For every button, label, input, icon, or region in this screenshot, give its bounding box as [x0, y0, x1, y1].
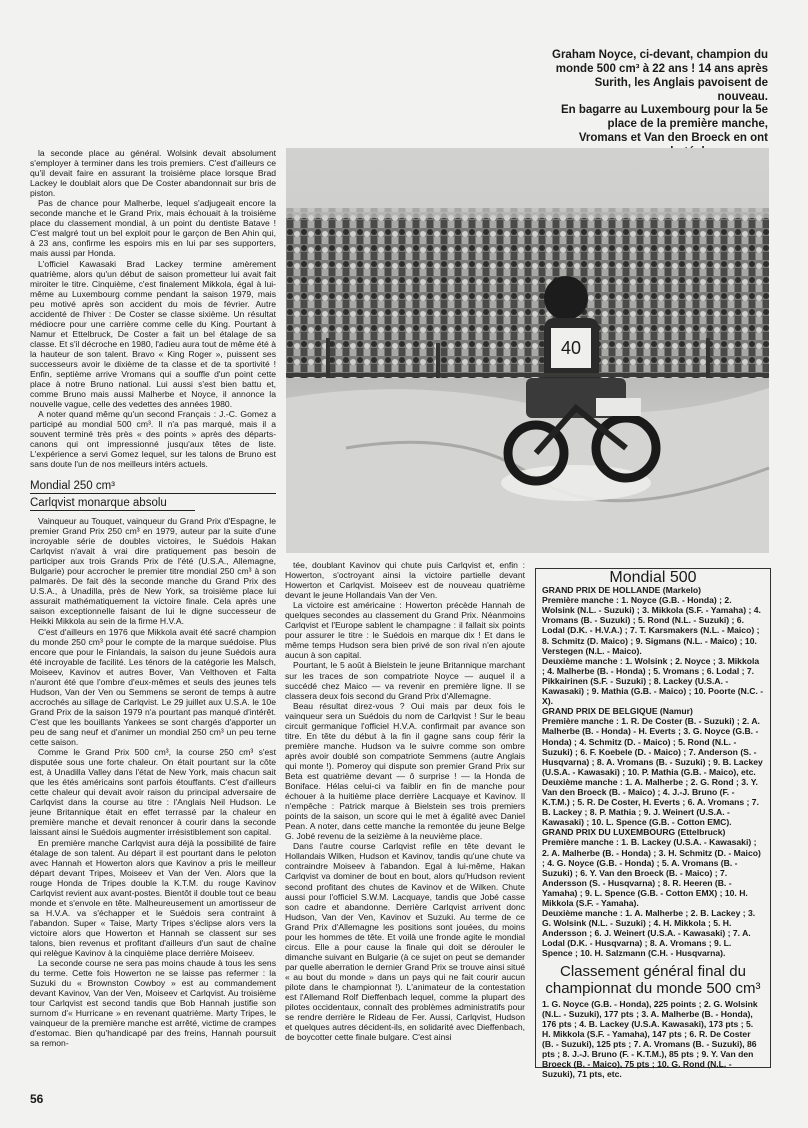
paragraph: L'officiel Kawasaki Brad Lackey termine amèrement quatrième, alors qu'un début de saison prometteur lui avait fait miroiter le titre. Cinquième, c'est finalement Mikkola, égal à lui-même au Luxembourg comme pendant la saison 1979, mais peu motivé après son accident du mois de février. Autre accidenté de l'hiver : De Coster se classe sixième. Un résultat médiocre pour une carrière comme celle du King. Pourtant à Namur et Ettelbruck, De Coster a fait un bel étalage de sa classe. Et s'il décroche en 1980, l'adieu aura tout de même été à la hauteur de son talent. Bravo « King Roger », puissent ses successeurs avoir le dixième de ta classe et de ta sportivité ! Enfin, septième arrive Vromans qui a souffle d'un point cette place à notre Bruno national. Lui aussi s'est bien battu et, comme Bruno mais aussi Malherbe et Noyce, il annonce la nouvelle vague, celle des vedettes des années 1980. — [30, 258, 276, 410]
paragraph: Vainqueur au Touquet, vainqueur du Grand Prix d'Espagne, le premier Grand Prix 250 cm³ en 1979, auteur par la suite d'une incroyable série de doubles victoires, le Suédois Hakan Carlqvist n'avait à vrai dire pratiquement pas besoin de participer aux trois Grands Prix de l'été (U.S.A., Allemagne, Bulgarie) pour accrocher le premier titre mondial 250 cm³ à son palmarès. De fait dès la seconde manche du Grand Prix des U.S.A., à Unadilla, près de New York, sa troisième place lui assurait mathématiquement la victoire finale. Cela après une saison exceptionnelle faisant de lui le digne successeur de Heikki Mikkola au sein de la firme H.V.A. — [30, 516, 276, 627]
section-subtitle: Carlqvist monarque absolu — [30, 497, 195, 511]
paragraph: A noter quand même qu'un second Français : J.-C. Gomez a participé au mondial 500 cm³. Il n'a pas marqué, mais il a souvent terminé très près « des points » après des départs-canons qui ont impressionné jusqu'aux têtes de liste. L'expérience a servi Gomez lequel, sur les talons de Bruno est sans doute l'un de nos meilleurs intérs actuels. — [30, 409, 276, 470]
article-column-middle — [285, 560, 525, 1108]
race-result: Deuxième manche : 1. Wolsink ; 2. Noyce ; 3. Mikkola ; 4. Malherbe (B. - Honda) ; 5. Vromans ; 6. Lodal ; 7. Pikkairinen (S.F. - Suzuki) ; 8. Lackey (U.S.A. - Kawasaki) ; 9. Mathia (G.B. - Maico) ; 10. Poorte (N.C. - X). — [542, 655, 764, 707]
paragraph: La seconde course ne sera pas moins chaude à tous les sens du terme. Cette fois Howerton ne se laisse pas refermer : la Suzuki du « Brownston Cowboy » est au commandement devant Kavinov, Van der Ven, Moiseev et Carlqvist. Au troisième tour Carlqvist est second tandis que Bob Hannah justifie son surnom d'« Hurricane » en revenant quatrième. Marty Tripes, le vainqueur de la première manche est arrêté, victime de crampes d'estomac. Bien qu'handicapé par des freins, Hannah poursuit sa remon- — [30, 958, 276, 1049]
race-result: Première manche : 1. Noyce (G.B. - Honda) ; 2. Wolsink (N.L. - Suzuki) ; 3. Mikkola (S.F. - Yamaha) ; 4. Vromans (B. - Suzuki) ; 5. Rond (N.L. - Suzuki) ; 6. Lodal (D.K. - H.V.A.) ; 7. T. Karsmakers (N.L. - Maico) ; 8. Schmitz (D. Maico) ; 9. Sigmans (N.L. - Maico) ; 10. Verstegen (N.L. - Maico). — [542, 595, 761, 656]
classement-title: Classement général final du championnat du monde 500 cm³ — [545, 962, 761, 997]
paragraph: tée, doublant Kavinov qui chute puis Carlqvist et, enfin : Howerton, s'octroyant ainsi la victoire partielle devant Howerton et Carlqvist. Moiseev est de nouveau quatrième devant le jeune Hollandais Van der Ven. — [285, 560, 525, 601]
article-column-left — [30, 516, 276, 1108]
race-result: Deuxième manche : 1. A. Malherbe ; 2. B. Lackey ; 3. G. Wolsink (N.L. - Suzuki) ; 4. H. Mikkola ; 5. H. Andersson ; 6. J. Weinert (U.S.A. - Kawasaki) ; 7. A. Lodal (D.K. - Husqvarna) ; 8. A. Vromans ; 9. L. Spence ; 10. H. Salzmann (C.H. - Husqvarna). — [542, 908, 756, 959]
page-number: 56 — [30, 1092, 44, 1106]
race-result: Deuxième manche : 1. A. Malherbe ; 2. G. Rond ; 3. Y. Van den Broeck (B. - Maico) ; 4. J.-J. Bruno (F. - K.T.M.) ; 5. R. De Coster, H. Everts ; 6. A. Vromans ; 7. B. Lackey ; 8. P. Mathia ; 9. J. Weinert (U.S.A. - Kawasaki) ; 10. L. Spence (G.B. - Cotton EMC). — [542, 776, 759, 828]
classement-list: 1. G. Noyce (G.B. - Honda), 225 points ; 2. G. Wolsink (N.L. - Suzuki), 177 pts ; 3. A. Malherbe (B. - Honda), 176 pts ; 4. B. Lackey (U.S.A. Kawasaki), 173 pts ; 5. H. Mikkola (S.F. - Yamaha), 147 pts ; 6. R. De Coster (B. - Suzuki), 125 pts ; 7. A. Vromans (B. - Suzuki), 86 pts ; 8. J.-J. Bruno (F. - K.T.M.), 85 pts ; 9. Y. Van den Broeck (B. - Maico), 75 pts ; 10. G. Rond (N.L. - Suzuki), 71 pts, etc. — [542, 998, 758, 1080]
gp-heading: GRAND PRIX DU LUXEMBOURG (Ettelbruck) — [542, 827, 726, 838]
gp-heading: GRAND PRIX DE HOLLANDE (Markelo) — [542, 585, 701, 596]
results-box-title: Mondial 500 — [609, 569, 697, 586]
paragraph: Pas de chance pour Malherbe, lequel s'adjugeait encore la seconde manche et le Grand Prix, mais échouait à la troisième place du classement mondial, à un point du dentiste Batave ! C'est malgré tout un bel exploit pour le garçon de Ben Ahin qui, à 23 ans, confirme les espoirs mis en lui par ses supporters, mais aussi par Honda. — [30, 198, 276, 259]
svg-text:40: 40 — [561, 338, 582, 358]
gp-heading: GRAND PRIX DE BELGIQUE (Namur) — [542, 706, 693, 717]
article-column-top — [30, 148, 276, 480]
motocross-photo — [286, 148, 769, 553]
photo-caption-noyce: Graham Noyce, ci-devant, champion du monde 500 cm³ à 22 ans ! 14 ans après Surith, les Anglais pavoisent de nouveau. — [552, 49, 768, 103]
photo-caption-luxembourg: En bagarre au Luxembourg pour la 5e place de la première manche, Vromans et Van den Broeck en ont — [560, 104, 768, 144]
paragraph: Comme le Grand Prix 500 cm³, la course 250 cm³ s'est disputée sous une forte chaleur. On était pourtant sur la côte est, à Unadilla Valley dans l'état de New York, mais chacun sait que les étés américains sont parfois étouffants. C'est d'ailleurs cette chaleur qui devait avoir raison du principal adversaire de Carlqvist dans la course au titre : l'Anglais Neil Hudson. Le jeune Britannique était en effet terrassé par la chaleur en première manche et devait renoncer à courir dans la seconde laissant ainsi le Suédois augmenter irrésistiblement son capital. — [30, 747, 276, 838]
paragraph: Dans l'autre course Carlqvist refile en tête devant le Hollandais Wilken, Hudson et Kavinov, tandis qu'une chute va contraindre Moiseev à l'abandon. Egal à lui-même, Hakan Carlqvist va dominer de bout en bout, alors qu'Hudson revient second profitant des chutes de Kavinov et de Wilken. Chute aussi pour l'officiel S.W.M. Lacquaye, tandis que Jobé casse son cadre et abandonne. Derrière Carlqvist arrivent donc Hudson, Van der Ven, Kavinov et Suzuki. Au terme de ce Grand Prix d'Allemagne les positions sont jouées, du moins pour les hommes de tête. Et voilà une fronde agite le mondial circus. Elle a pour cause la finale qui doit se dérouler le dimanche suivant en Bulgarie (à ce sujet on peut se demander par quelle aberration le dernier Grand Prix se trouve ainsi situé « au bout du monde » dans un pays qui ne fait courir aucun pilote dans le championnat !). L'animateur de la contestation est l'Allemand Rolf Dieffenbach lequel, comme la plupart des pilotes occidentaux, connaît des problèmes administratifs pour se rendre derrière le Rideau de Fer. Aussi, Carlqvist, Hudson et quelques autres décident-ils, en solidarité avec Dieffenbach, de boycotter cette finale bulgare. C'est ainsi — [285, 841, 525, 1043]
results-box — [535, 568, 771, 1080]
paragraph: C'est d'ailleurs en 1976 que Mikkola avait été sacré champion du monde 250 cm³ pour le compte de la marque suédoise. Plus encore que pour le Finlandais, la saison du jeune Suédois aura été incroyable de facilité. Les ténors de la catégorie les Malsch, Moiseev, Kavinov et autres Bover, Van Velthoven et Falta n'auront été que l'ombre d'eux-mêmes et seuls des jeunes tels Hudson, Van der Ven ou Semmens se seront de temps à autre accrochés au sillage de Carlqvist. Le 29 juillet aux U.S.A. le 10e Grand Prix de la saison 1979 n'a pourtant pas manqué d'intérêt. C'est que les bouillants Yankees se sont chargés d'apporter un peu de sang neuf et d'animer un mondial 250 cm³ un peu terne cette saison. — [30, 626, 276, 748]
race-result: Première manche : 1. B. Lackey (U.S.A. - Kawasaki) ; 2. A. Malherbe (B. - Honda) ; 3. H. Schmitz (D. - Maico) ; 4. G. Noyce (G.B. - Honda) ; 5. A. Vromans (B. - Suzuki) ; 6. Y. Van den Broeck (B. - Maico) ; 7. Andersson (S. - Husqvarna) ; 8. R. Heeren (B. - Yamaha) ; 9. L. Spence (G.B. - Cotton EMX) ; 10. H. Mikkola (S.F. - Yamaha). — [542, 837, 761, 908]
paragraph: La victoire est américaine : Howerton précède Hannah de quelques secondes au classement du Grand Prix. Néanmoins Carlqvist et l'Europe sablent le champagne : il fallait six points pour assurer le titre : le Suédois en marque dix ! Et dans le même temps Hudson sera bien privé de son rival n'en ajoute aucun à son capital. — [285, 600, 525, 661]
paragraph: la seconde place au général. Wolsink devait absolument s'employer à terminer dans les trois premiers. C'est d'ailleurs ce qu'il devait faire en assurant la troisième place lorsque Brad Lackey le doublait alors que De Coster abandonnait sur bris de piston. — [30, 148, 276, 199]
paragraph: Pourtant, le 5 août à Bielstein le jeune Britannique marchant sur les traces de son compatriote Noyce — auquel il a succédé chez Maico — va revenir en première ligne. Il se classera deux fois second du Grand Prix d'Allemagne. — [285, 660, 525, 701]
section-heading — [30, 480, 276, 511]
section-title: Mondial 250 cm³ — [30, 480, 276, 494]
paragraph: En première manche Carlqvist aura déjà la possibilité de faire étalage de son talent. Au départ il est pourtant dans le peloton avec Hannah et Howerton alors que Kavinov a pris le meilleur départ devant Tripes, Moiseev et Van der Ven. Alors que la rouge Honda de Tripes double la K.T.M. du rouge Kavinov Carlqvist revient aux avant-postes. Bientôt il double tout ce beau monde et s'envole en tête. Malheureusement un amortisseur de sa H.V.A. va s'échapper et le Suédois sera contraint à l'abandon. Super « Taise, Marty Tripes s'éclipse alors vers la victoire alors que Howerton et Hannah se classent sur ses talons, bien revenus et profitant d'ailleurs d'un saut de chaîne qui relègue Kavinov à la cinquième place derrière Moiseev. — [30, 837, 276, 959]
race-result: Première manche : 1. R. De Coster (B. - Suzuki) ; 2. A. Malherbe (B. - Honda) - H. Everts ; 3. G. Noyce (G.B. - Honda) ; 4. Schmitz (D. - Maico) ; 5. Rond (N.L. - Suzuki) ; 6. F. Koebele (D. - Maico) ; 7. Anderson (S. - Husqvarna) ; 8. A. Vromans (B. - Suzuki) ; 9. B. Lackey (U.S.A. - Kawasaki) ; 10. P. Mathia (G.B. - Maico), etc. — [542, 716, 763, 777]
paragraph: Beau résultat direz-vous ? Oui mais par deux fois le vainqueur sera un Suédois du nom de Carlqvist ! Sur le beau circuit germanique l'officiel H.V.A. confirmait par avance son titre. En tête du début à la fin il gagne sans coup férir la première manche. Hudson va le suivre comme son ombre après avoir doublé son compatriote Semmens (autre Anglais qui monte !). Pomeroy qui dispute son premier Grand Prix sur Beta est quatrième devant — ô surprise ! — la Honda de Boniface. Hélas celui-ci va faiblir en fin de manche pour échouer à la huitième place derrière Lacquaye et Kavinov. Il n'empêche : Patrick marque à Bielstein ses trois premiers points de la saison, un score qui le met à égalité avec Daniel Pean. A noter, dans cette manche la remontée du jeune Belge G. Jobé revenu de la seizième à la neuvième place. — [285, 700, 525, 842]
